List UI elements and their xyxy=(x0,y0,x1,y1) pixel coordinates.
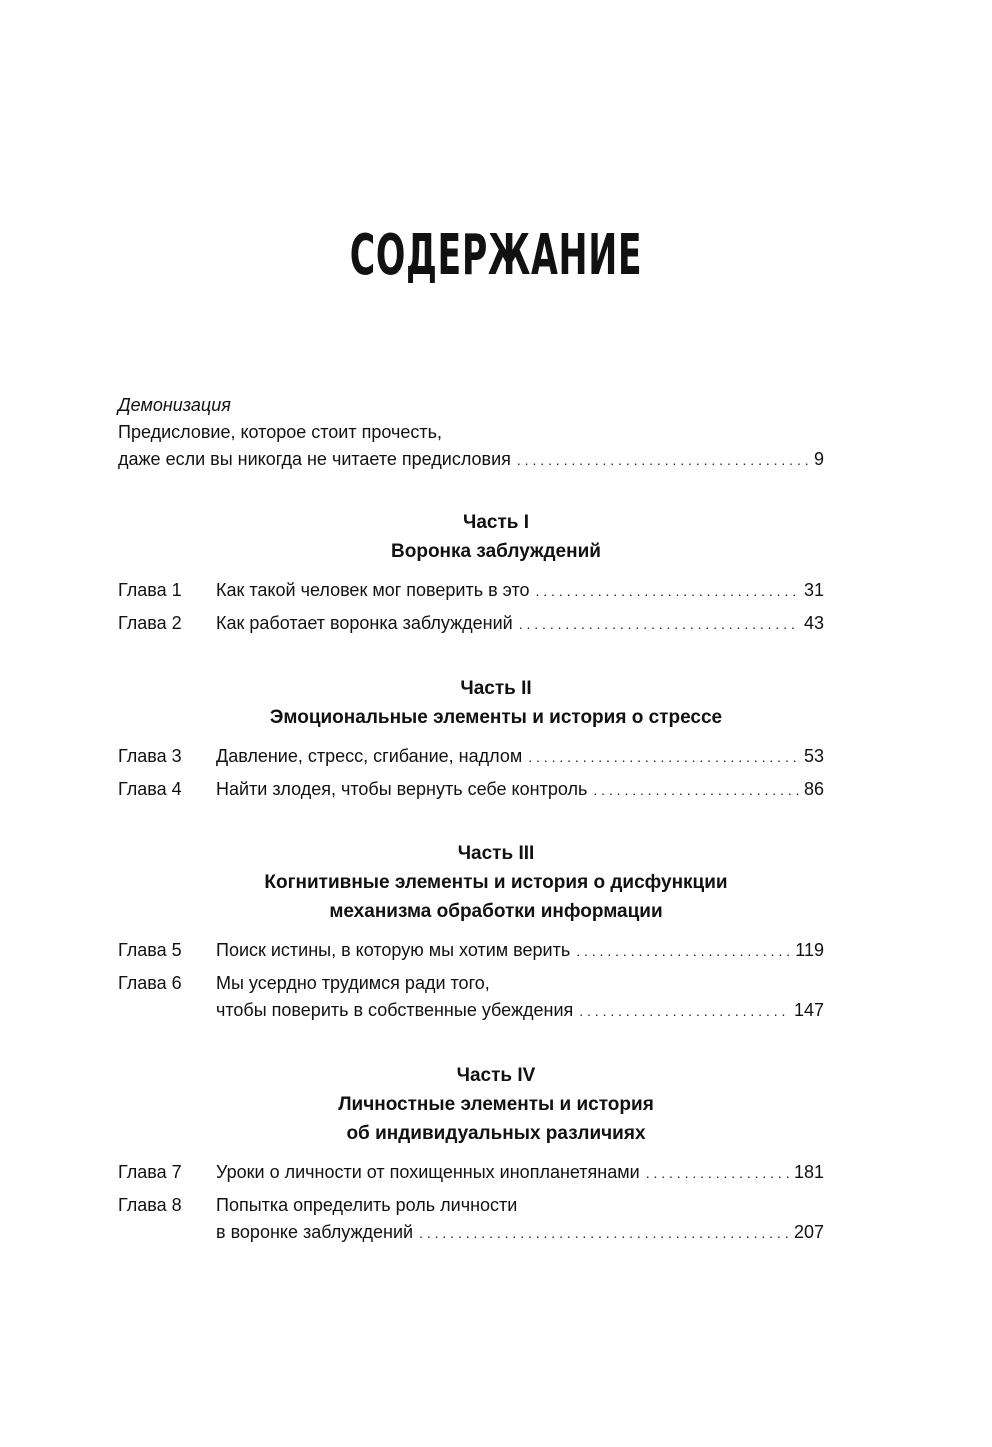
dot-leader xyxy=(646,1160,790,1187)
preface-title-line-2-row xyxy=(118,446,824,473)
part-heading-1 xyxy=(0,508,992,566)
chapter-label: Глава 8 xyxy=(118,1195,182,1215)
dot-leader xyxy=(519,611,800,638)
chapter-title-line-1: Мы усердно трудимся ради того, xyxy=(216,973,490,993)
chapter-row xyxy=(216,776,824,803)
dot-leader xyxy=(419,1220,790,1247)
preface-heading: Демонизация xyxy=(118,395,231,415)
part-heading-2 xyxy=(0,674,992,732)
page-number: 53 xyxy=(803,746,824,766)
page-number: 86 xyxy=(803,779,824,799)
chapter-row xyxy=(216,1219,824,1246)
chapter-title-line-1: Попытка определить роль личности xyxy=(216,1195,518,1215)
preface-title-line-1: Предисловие, которое стоит прочесть, xyxy=(118,422,442,442)
part-label: Часть IV xyxy=(456,1065,536,1086)
preface-title-line-2: даже если вы никогда не читаете предисловия xyxy=(118,449,511,469)
chapter-title: Как такой человек мог поверить в это xyxy=(216,580,530,600)
chapter-label: Глава 6 xyxy=(118,973,182,993)
dot-leader xyxy=(593,777,800,804)
part-title-line: Личностные элементы и история xyxy=(338,1094,654,1115)
chapter-label: Глава 1 xyxy=(118,580,182,600)
chapter-title: Уроки о личности от похищенных инопланетянами xyxy=(216,1162,640,1182)
part-title-line: Воронка заблуждений xyxy=(391,541,601,562)
part-heading-4 xyxy=(0,1061,992,1148)
page-number: 181 xyxy=(793,1162,824,1182)
chapter-row xyxy=(216,937,824,964)
chapter-title-line-2: чтобы поверить в собственные убеждения xyxy=(216,1000,574,1020)
chapter-row xyxy=(216,577,824,604)
part-title-line: Когнитивные элементы и история о дисфункции xyxy=(264,872,728,893)
chapter-title: Найти злодея, чтобы вернуть себе контроль xyxy=(216,779,588,799)
part-label: Часть I xyxy=(462,512,530,533)
chapter-label: Глава 4 xyxy=(118,779,182,799)
chapter-label: Глава 3 xyxy=(118,746,182,766)
part-label: Часть III xyxy=(457,843,535,864)
part-title-line: механизма обработки информации xyxy=(329,901,663,922)
chapter-label: Глава 5 xyxy=(118,940,182,960)
page-number: 9 xyxy=(813,449,824,469)
chapter-row xyxy=(216,1159,824,1186)
page-number: 147 xyxy=(793,1000,824,1020)
dot-leader xyxy=(579,998,790,1025)
page-number: 43 xyxy=(803,613,824,633)
page-title: СОДЕРЖАНИЕ xyxy=(349,223,643,288)
dot-leader xyxy=(517,447,810,474)
chapter-row xyxy=(216,743,824,770)
chapter-title-line-2: в воронке заблуждений xyxy=(216,1222,414,1242)
toc-entry-preface[interactable] xyxy=(118,392,824,473)
chapter-title: Как работает воронка заблуждений xyxy=(216,613,513,633)
part-label: Часть II xyxy=(460,678,532,699)
chapter-label: Глава 2 xyxy=(118,613,182,633)
chapter-row xyxy=(216,610,824,637)
chapter-row xyxy=(216,997,824,1024)
part-title-line: об индивидуальных различиях xyxy=(346,1123,646,1144)
part-heading-3 xyxy=(0,839,992,926)
chapter-title: Давление, стресс, сгибание, надлом xyxy=(216,746,523,766)
part-title-line: Эмоциональные элементы и история о стрессе xyxy=(269,707,723,728)
dot-leader xyxy=(528,744,800,771)
dot-leader xyxy=(576,938,791,965)
chapter-title: Поиск истины, в которую мы хотим верить xyxy=(216,940,571,960)
chapter-label: Глава 7 xyxy=(118,1162,182,1182)
dot-leader xyxy=(536,578,800,605)
page-number: 207 xyxy=(793,1222,824,1242)
page-number: 119 xyxy=(795,940,824,960)
page-number: 31 xyxy=(803,580,824,600)
